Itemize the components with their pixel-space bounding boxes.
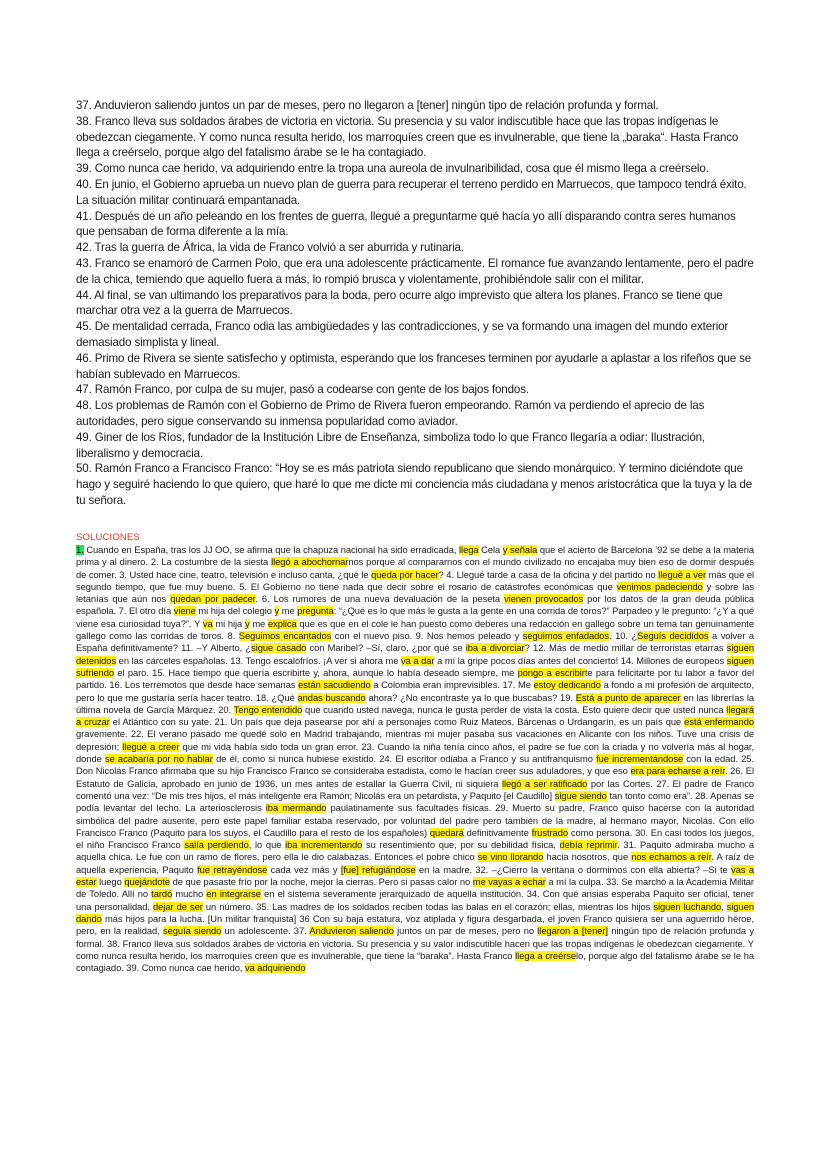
solution-text: que es que en el cole le han puesto como deberes una redacción en gallego sobre un tema tan genuinamente gallego como las corridas de toros. 8. [76,618,754,642]
solution-text: más que el segundo tiempo, que fue muy bueno. 5. El Gobierno no tiene nada que decir sobre el rosario de catástrofes económicas que [76,569,754,592]
solution-text: ? 4. Llegué tarde a casa de la oficina y del partido no [438,569,659,580]
solution-text: ? 12. Más de medio millar de terroristas etarras [524,643,727,654]
solution-text: de que pasaste frío por la noche, mejor la cierras. Pero si pasas calor no [170,877,473,888]
solution-text: . 26. El Estatuto de Galicia, aprobado en junio de 1936, un mes antes de estallar la Guerra Civil, ni siquiera [76,766,754,789]
solution-text: mi hija [212,618,245,629]
highlighted-verb-phrase: fue retrayéndose [197,864,268,875]
sentence-item: 45. De mentalidad cerrada, Franco odia las ambigüedades y las contradicciones, y se va formando una imagen del mundo exterior demasiado simplista y lineal. [76,320,729,349]
highlighted-verb-phrase: viene [173,606,196,617]
solution-text: . 10. ¿ [609,631,638,642]
solution-text: . 31. Paquito admiraba mucho a aquella chica. Le fue con un ramo de flores, pero ella le dio calabazas. Entonces el pobre chico [76,840,755,863]
solution-text: en el sistema severamente jerarquizado de aquella institución. 34. Con qué ansias esperaba Paquito ser oficial, tener una personalidad, [76,889,754,912]
solution-text: que cuando usted navega, nunca le gusta perder de vista la costa. Esto quiere decir que usted nunca [302,704,727,715]
solution-text: el paro. 15. Hace tiempo que quería escribirte y, ahora, aunque lo había deseado siempre, me [114,667,518,678]
highlighted-verb-phrase: llegué a creer [122,741,180,752]
solution-text: a mí la culpa. 33. Se marchó a la Academia Militar de Toledo. Allí no [76,877,754,900]
highlighted-verb-phrase: [fue] refugiándose [340,864,416,875]
highlighted-verb-phrase: era para echarse a reír [630,766,725,777]
solution-text: me [279,606,298,617]
solution-text: Cuando en España, tras los JJ OO, se afirma que la chapuza nacional ha sido erradicada, [83,545,460,555]
highlighted-verb-phrase: tardó [151,889,173,900]
sentence-item: 44. Al final, se van ultimando los preparativos para la boda, pero ocurre algo imprevisto que altera los planes. Franco se tiene que marchar otra vez a la guerra de Marruecos. [76,288,723,318]
sentence-item: 43. Franco se enamoró de Carmen Polo, que era una adolescente prácticamente. El romance fue avanzando lentamente, pero el padre de la chica, temiendo que aquello fuera a más, lo rompió brusca y violentamente, prohibiéndole salir con el militar. [76,256,754,286]
solution-text: a fondo a mi profesión de arquitecto, pero lo que me gustaría sería hacer teatro. 18. ¿Qué [76,680,754,703]
highlighted-verb-phrase: explica [267,618,297,629]
highlighted-verb-phrase: fue incrementándose [596,754,684,765]
solution-text: más hijos para la lucha. [Un militar franquista] 36 Con su baja estatura, voz atiplada y figura desgarbada, el joven Franco quisiera ser una aguerrido héroe, pero, en la realidad, [76,913,754,937]
highlighted-verb-phrase: iba incrementando [285,840,363,851]
solution-text: a Colombia eran imprevisibles. 17. Me [370,680,534,691]
highlighted-verb-phrase: vienen provocados [504,594,584,605]
solution-text: mi hija del colegio [195,606,275,617]
solution-text: y sobre las letanías que aún nos [76,581,754,605]
highlighted-verb-phrase: quedan por padecer [170,594,256,605]
highlighted-verb-phrase: Seguimos encantados [238,631,332,642]
sentence-item: 47. Ramón Franco, por culpa de su mujer, pasó a codearse con gente de los bajos fondos. [76,383,529,397]
sentence-list [76,98,754,509]
highlighted-verb-phrase: llega a creérse [515,950,577,961]
solution-text: cada vez más y [267,864,341,875]
solution-text: luego [96,877,125,888]
solution-text: que el acierto de Barcelona ’92 se debe a la materia prima y al dinero. 2. La costumbre de la siesta [76,545,755,568]
highlighted-verb-phrase: pregunta [297,606,334,617]
highlighted-verb-phrase: iba mermando [265,803,327,814]
solution-text: ahora? ¿No encontraste ya lo que buscabas? 19. [365,692,576,703]
highlighted-verb-phrase: Está a punto de aparecer [575,692,681,703]
highlighted-verb-phrase: se vino llorando [477,852,544,863]
highlighted-verb-phrase: llega [459,545,479,555]
solution-text: en las cárceles españolas. 13. Tengo escalofríos. ¡A ver si ahora me [116,655,401,666]
solution-text: tan tonto como era”. 28. Apenas se podía levantar del lecho. La arteriosclerosis [76,790,754,814]
highlighted-verb-phrase: sigue siendo [554,790,607,801]
sentence-item: 46. Primo de Rivera se siente satisfecho y optimista, esperando que los franceses terminen por ayudarle a aplastar a los rifeños que se habían sublevado en Marruecos. [76,351,752,381]
solution-text: hacia nosotros, que [543,852,632,863]
solution-text: el Atlántico con su yate. 21. Un país que deja pasearse por ahí a personajes como Ruiz Mateos, Bárcenas o Urdangarín, es un país que [109,717,685,728]
solutions-paragraph [76,544,754,974]
highlighted-number: 1. [76,545,84,555]
sentence-item: 50. Ramón Franco a Francisco Franco: “Hoy se es más patriota siendo republicano que siendo monárquico. Y termino diciéndote que hago y seguiré haciendo lo que quiero, que haré lo que me dicte mi conciencia más ciudadana y menos aristocrática que la tuya y la de tu señora. [76,462,753,507]
solution-text: con el nuevo piso. 9. Nos hemos peleado y [331,631,523,642]
highlighted-verb-phrase: dejar de ser [153,901,203,912]
solution-text: con Maribel? –Sí, claro, ¿por qué se [306,643,466,654]
solution-text: su resentimiento que, por su debilidad física, [362,840,560,851]
highlighted-verb-phrase: seguía siendo [163,926,222,937]
sentence-item: 38. Franco lleva sus soldados árabes de victoria en victoria. Su presencia y su valor indiscutible hace que las tropas indígenas le obedezcan ciegamente. Y como nunca resulta herido, los marroquíes creen que es invulnerable, que tiene la „baraka“. Hasta Franco llega a creérselo, porque algo del fatalismo árabe se le ha contagiado. [76,114,739,160]
solution-text: gravemente. 22. El verano pasado me quedé solo en Madrid trabajando, mientras mi mujer pasaba sus vacaciones en Alicante con los niños. Tuve una crisis de depresión; [76,729,754,752]
solution-text: ningún tipo de relación profunda y formal. 38. Franco lleva sus soldados árabes de victoria en victoria. Su presencia y su valor indiscutible hacen que las tropas indígenas le obedezcan ciegamente. Y como nunca resulta herido, los marroquíes creen que es invulnerable, que tiene la “baraka”. Hasta Franco [76,926,754,961]
solution-text: de él, como si nunca hubiese existido. 24. El escritor odiaba a Franco y su antifranquismo [212,754,597,765]
solution-text: como persona. 30. En casi todos los juegos, el niño Francisco Franco [76,827,754,851]
highlighted-verb-phrase: pongo a escribir [517,667,585,678]
highlighted-verb-phrase: salía perdiendo [184,840,249,851]
solution-text: mucho [172,889,207,900]
highlighted-verb-phrase: nos echamos a reír [631,852,712,863]
solution-text: que mi vida había sido toda un gran error. 23. Cuando la niña tenía cinco años, el padre se fue con la criada y no volvería más al hogar, donde [76,741,754,765]
solution-text: por las Cortes. 27. El padre de Franco comentó una vez: “De mis tres hijos, el más inteligente era Ramón; Nicolás era un petardista, y Paquito [el Caudillo] [76,778,754,801]
solution-text: con la edad. 25. Don Nicolás Franco afirmaba que su hijo Francisco Franco se consideraba estadista, como le hacían creer sus aduladores, y que eso [76,754,754,777]
solution-text: por los datos de la gran deuda pública española. 7. El otro día [76,594,754,617]
highlighted-verb-phrase: llegó a ser ratificado [501,778,588,789]
solution-text: a volver a España definitivamente? 11. –Y Alberto, ¿ [76,631,754,654]
highlighted-verb-phrase: queda por hacer [371,569,439,580]
solution-text: me [249,618,268,629]
solution-text: en las librerías la última novela de García Márquez. 20. [76,692,755,715]
highlighted-verb-phrase: en integrarse [206,889,261,900]
sentence-item: 37. Anduvieron saliendo juntos un par de meses, pero no llegaron a [tener] ningún tipo de relación profunda y formal. [76,99,659,112]
highlighted-verb-phrase: siguen sufriendo [76,655,755,678]
highlighted-verb-phrase: están sacudiendo [298,680,371,691]
solution-text: . 6. Los rumores de una nueva devaluación de la peseta [255,594,505,605]
highlighted-verb-phrase: quedará [429,827,464,838]
solution-text: . A raíz de aquella experiencia, Paquito [76,852,754,875]
highlighted-verb-phrase: Anduvieron saliendo [309,926,394,937]
highlighted-verb-phrase: y señala [502,545,538,555]
highlighted-verb-phrase: está enfermando [684,717,754,728]
solution-text: : “¿Qué es lo que más le gusta a la gente en una corrida de toros?” Parpadeo y le pregunto: “¿Y a qué viene esa curiosidad tuya?”. Y [76,606,754,629]
solution-text: definitivamente [463,827,532,838]
highlighted-verb-phrase: quejándote [124,877,171,888]
highlighted-verb-phrase: siguen dando [76,901,754,924]
highlighted-verb-phrase: venimos padeciendo [616,581,703,592]
highlighted-verb-phrase: va adquiriendo [244,963,306,974]
solution-text: a mí la gripe pocos días antes del concierto! 14. Millones de europeos [434,655,727,666]
solution-text: juntos un par de meses, pero no [393,926,538,937]
solution-text: nos porque al compararnos con el mundo civilizado no encajaba muy bien eso de dormir después de comer. 3. Usted hace cine, teatro, televisión e incluso canta, ¿qué le [76,557,754,580]
sentence-item: 39. Como nunca cae herido, va adquiriendo entre la tropa una aureola de invulnaribilidad, cosa que él mismo llega a creérselo. [76,162,709,176]
highlighted-verb-phrase: siguen detenidos [76,643,754,666]
solution-text: , lo que [248,840,286,851]
solution-text: un adolescente. 37. [221,926,310,937]
sentence-item: 42. Tras la guerra de África, la vida de Franco volvió a ser aburrida y rutinaria. [76,241,464,255]
highlighted-verb-phrase: Tengo entendido [233,704,303,715]
solution-text: , [721,901,727,912]
highlighted-verb-phrase: va [202,618,213,629]
solution-text: paulatinamente sus facultades físicas. 29. Muerto su padre, Franco quiso hacerse con la autoridad simbólica del padre ausente, pero este papel familiar estaba reservado, por voluntad del padre pero también de la madre, al hermano mayor, Nicolás. Con ello Francisco Franco (Paquito para los suyos, el Caudillo para el resto de los españoles) [76,803,754,838]
highlighted-verb-phrase: siguen luchando [653,901,722,912]
highlighted-verb-phrase: va a dar [400,655,435,666]
sentence-item: 40. En junio, el Gobierno aprueba un nuevo plan de guerra para recuperar el terreno perdido en Marruecos, que tampoco tendrá éxito. La situación militar continuará empantanada. [76,177,747,207]
highlighted-verb-phrase: seguimos enfadados [522,631,610,642]
highlighted-verb-phrase: frustrado [531,827,568,838]
highlighted-verb-phrase: andas buscando [297,692,366,703]
highlighted-verb-phrase: llegó a abochornar [271,557,349,568]
highlighted-verb-phrase: llegará a cruzar [76,704,754,728]
highlighted-verb-phrase: estoy dedicando [533,680,601,691]
highlighted-verb-phrase: se acabaría por no hablar [104,754,213,765]
highlighted-verb-phrase: vas a estar [76,864,755,888]
highlighted-verb-phrase: llegué a ver [658,569,707,580]
sentence-item: 41. Después de un año peleando en los frentes de guerra, llegué a preguntarme qué hacía yo allí disparando contra seres humanos que pensaban de forma diferente a la mía. [76,209,736,239]
solution-text: un número. 35. Las madres de los soldados reciben todas las balas en el corazón; ellas, mientras los hijos [202,901,654,912]
solution-text: Cela [478,545,503,555]
sentence-item: 48. Los problemas de Ramón con el Gobierno de Primo de Rivera fueron empeorando. Ramón va perdiendo el aprecio de las autoridades, pero sigue conservando su inmensa popularidad como aviador. [76,399,705,428]
solution-text: lo, porque algo del fatalismo árabe se le ha contagiado. 39. Como nunca cae herido, [76,950,754,974]
solution-text: en la madre. 32. –¿Cierro la ventana o dormimos con ella abierta? –Si te [415,864,732,875]
highlighted-verb-phrase: debía reprimir [559,840,618,851]
highlighted-verb-phrase: y [244,618,250,629]
solution-text: te para felicitarte por tu labor a favor del partido. 16. Los terremotos que desde hace semanas [76,667,754,691]
solutions-heading: SOLUCIONES [76,532,140,543]
highlighted-verb-phrase: iba a divorciar [465,643,525,654]
highlighted-verb-phrase: sigue casado [251,643,307,654]
highlighted-verb-phrase: llegaron a [tener] [537,926,608,937]
highlighted-verb-phrase: y [274,606,280,617]
sentence-item: 49. Giner de los Ríos, fundador de la Institución Libre de Enseñanza, simboliza todo lo que Franco llegaría a odiar: Ilustración, liberalismo y democracia. [76,430,705,460]
highlighted-verb-phrase: Seguís decididos [637,631,709,642]
highlighted-verb-phrase: me vayas a echar [472,877,546,888]
